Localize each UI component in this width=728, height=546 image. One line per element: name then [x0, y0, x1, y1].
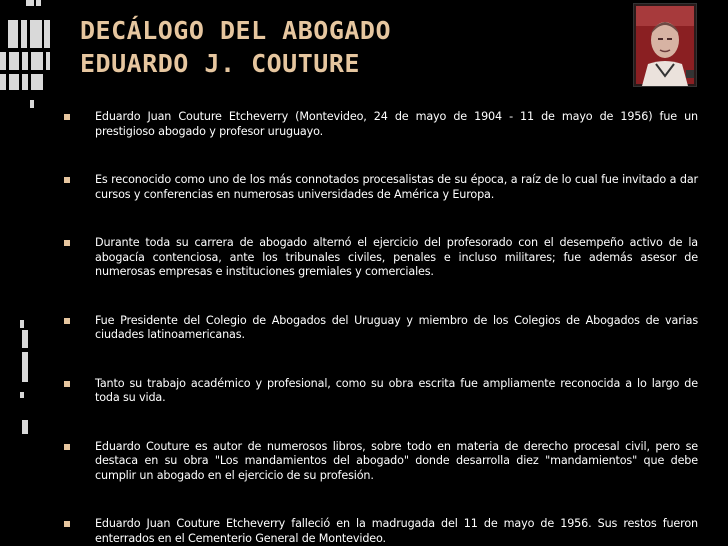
- bullet-marker-icon: [64, 114, 70, 120]
- bullet-marker-icon: [64, 444, 70, 450]
- title-line-1: DECÁLOGO DEL ABOGADO: [80, 16, 392, 45]
- bullet-item: [64, 110, 698, 139]
- bullet-marker-icon: [64, 177, 70, 183]
- bullet-marker-icon: [64, 240, 70, 246]
- bullet-text: Eduardo Juan Couture Etcheverry (Montevideo, 24 de mayo de 1904 - 11 de mayo de 1956) fue un prestigioso abogado y profesor uruguayo.: [95, 110, 698, 138]
- bullet-item: [64, 236, 698, 280]
- decorative-grid: [0, 0, 50, 546]
- bullet-item: [64, 440, 698, 484]
- bullet-list: [64, 110, 698, 546]
- bullet-text: Fue Presidente del Colegio de Abogados del Uruguay y miembro de los Colegios de Abogados de varias ciudades latinoamericanas.: [95, 313, 698, 341]
- portrait-image: [634, 4, 696, 86]
- portrait-photo: [633, 3, 697, 87]
- bullet-item: [64, 377, 698, 406]
- bullet-marker-icon: [64, 521, 70, 527]
- bullet-marker-icon: [64, 318, 70, 324]
- bullet-text: Eduardo Juan Couture Etcheverry falleció en la madrugada del 11 de mayo de 1956. Sus restos fueron enterrados en el Cementerio General de Montevideo.: [95, 517, 698, 545]
- bullet-item: [64, 517, 698, 546]
- bullet-item: [64, 314, 698, 343]
- bullet-text: Es reconocido como uno de los más connotados procesalistas de su época, a raíz de lo cual fue invitado a dar cursos y conferencias en numerosas universidades de América y Europa.: [95, 173, 698, 201]
- bullet-text: Tanto su trabajo académico y profesional, como su obra escrita fue ampliamente reconocida a lo largo de toda su vida.: [95, 376, 698, 404]
- slide-title: [80, 14, 391, 80]
- bullet-item: [64, 173, 698, 202]
- bullet-text: Eduardo Couture es autor de numerosos libros, sobre todo en materia de derecho procesal civil, pero se destaca en su obra "Los mandamientos del abogado" donde desarrolla diez "mandamientos" que debe cumplir un abogado en el ejercicio de su profesión.: [95, 439, 698, 482]
- bullet-marker-icon: [64, 381, 70, 387]
- title-line-2: EDUARDO J. COUTURE: [80, 49, 360, 78]
- bullet-text: Durante toda su carrera de abogado alternó el ejercicio del profesorado con el desempeño activo de la abogacía contenciosa, ante los tribunales civiles, penales e incluso militares; fue además asesor de numerosas empresas e instituciones gremiales y comerciales.: [95, 236, 698, 278]
